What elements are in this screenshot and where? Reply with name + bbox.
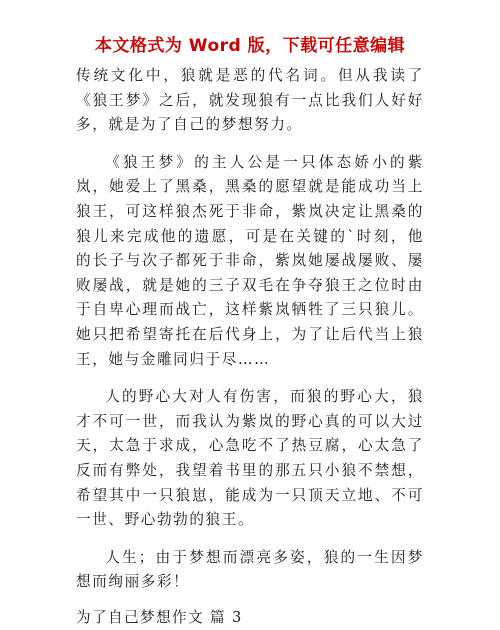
article-body (76, 64, 424, 630)
paragraph-intro: 传统文化中，狼就是恶的代名词。但从我读了《狼王梦》之后，就发现狼有一点比我们人好好多，就是为了自己的梦想努力。 (76, 67, 424, 134)
paragraph-conclusion: 人生；由于梦想而漂亮多姿，狼的一生因梦想而绚丽多彩！ (76, 548, 424, 591)
paragraph-plot-summary: 《狼王梦》的主人公是一只体态娇小的紫岚，她爱上了黑桑，黑桑的愿望就是能成功当上狼王，可这样狼杰死于非命，紫岚决定让黑桑的狼儿来完成他的遗愿，可是在关键的`时刻，他的长子与次子都死于非命，紫岚她屡战屡败、屡败屡战，就是她的三子双毛在争夺狼王之位时由于自卑心理而战亡，这样紫岚牺牲了三只狼儿。她只把希望寄托在后代身上，为了让后代当上狼王，她与金雕同归于尽…… (76, 153, 424, 368)
next-essay-heading: 为了自己梦想作文 篇 3 (76, 608, 243, 626)
paragraph-reflection: 人的野心大对人有伤害，而狼的野心大，狼才不可一世，而我认为紫岚的野心真的可以大过天，太急于求成，心急吃不了热豆腐，心太急了反而有弊处，我望着书里的那五只小狼不禁想，希望其中一只狼崽，能成为一只顶天立地、不可一世、野心勃勃的狼王。 (76, 388, 424, 529)
download-banner: 本文格式为 Word 版，下载可任意编辑 (94, 36, 406, 56)
